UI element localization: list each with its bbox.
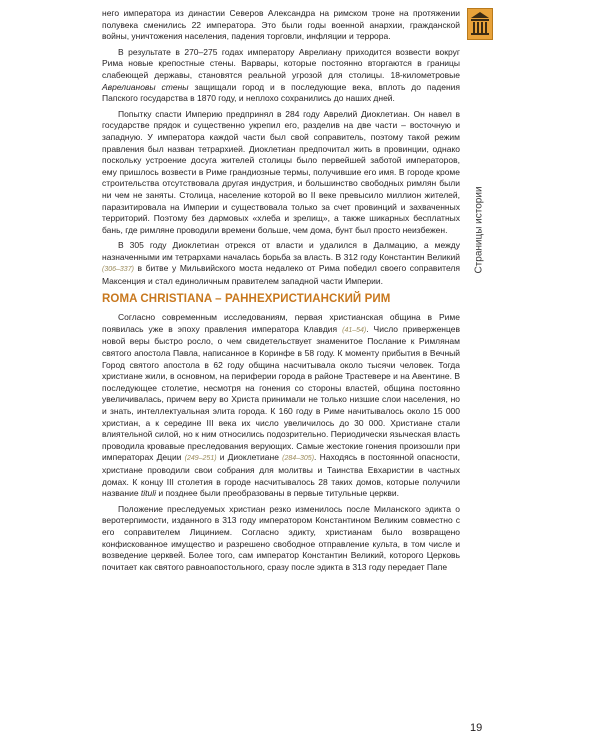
reign-dates: (41–54) <box>342 326 367 334</box>
text-run: и Диоклетиане <box>216 452 283 463</box>
text-run: него императора из династии Северов Александра на римском троне на протяжении полувека сменились 22 императора. Это были годы военной анархии, гражданской войны, уничтожения населения, падения торговли, инфляции и террора. <box>102 8 460 42</box>
reign-dates: (284–305) <box>282 455 315 463</box>
paragraph <box>102 312 460 500</box>
paragraph <box>102 504 460 574</box>
pediment-ornament-icon <box>467 8 493 40</box>
paragraph <box>102 240 460 287</box>
paragraph <box>102 47 460 105</box>
text-run: защищали город и в последующие века, вплоть до падения Папского государства в 1870 году, и неплохо сохранились до наших дней. <box>102 81 460 104</box>
text-run: и позднее были преобразованы в первые титульные церкви. <box>156 488 400 499</box>
section-heading: ROMA CHRISTIANA – РАННЕХРИСТИАНСКИЙ РИМ <box>102 292 391 305</box>
paragraph <box>102 109 460 237</box>
paragraphs-after-heading <box>102 312 460 573</box>
paragraphs-before-heading <box>102 8 460 288</box>
reign-dates: (249–251) <box>184 455 217 463</box>
italic-term: tituli <box>140 488 157 499</box>
italic-term: Аврелиановы стены <box>102 81 189 92</box>
text-run: в битве у Мильвийского моста недалеко от Рима победил своего соправителя Максенция и стал единоличным правителем западной части Империи. <box>102 263 460 287</box>
text-run: . Число приверженцев новой веры быстро росло, о чем свидетельствует знаменитое Послание к Римлянам святого апостола Павла, написанное в Коринфе в 58 году. К моменту прибытия в Вечный Город святого апостола в 62 году община насчитывала около тысячи человек. Тогда христиане жили, в основном, на периферии города в районе Трастевере и на Авентине. В последующее столетие, несмотря на гонения со стороны властей, община постоянно увеличивалась, причем веру во Христа принимали не только низшие слои населения, но и знать, интеллектуальная элита города. К 160 году в Риме начитывалось около 15 000 христиан, а к середине III века их число увеличилось до 30 000. Христиане стали влиятельной силой, но к ним относились подозрительно. Периодически языческая власть проводила кровавые преследования верующих. Самые жестокие гонения произошли при императорах Деции <box>102 323 461 463</box>
text-run: В результате в 270–275 годах императору Аврелиану приходится возвести вокруг Рима новые крепостные стены. Варвары, которые постоянно вторгаются в границы слабеющей державы, становятся реальной угрозой для столицы. 18-километровые <box>102 46 460 80</box>
text-run: Положение преследуемых христиан резко изменилось после Миланского эдикта о веротерпимости, изданного в 313 году императором Константином Великим совместно с его соправителем Лицинием. Согласно эдикту, христианам было возвращено конфискованное имущество и разрешено свободное отправление культа, в том числе и возведение церквей. Более того, сам император Константин Великий, которого Церковь почитает как святого равноапостольного, сразу после эдикта в 313 году передает Папе <box>102 503 460 572</box>
reign-dates: (306–337) <box>102 266 134 274</box>
article-body <box>102 8 460 577</box>
text-run: В 305 году Диоклетиан отрекся от власти и удалился в Далмацию, а между назначенными им тетрархами началась борьба за власть. В 312 году Константин Великий <box>102 240 460 262</box>
section-tab-label: Страницы истории <box>473 186 485 274</box>
page-number: 19 <box>470 722 483 734</box>
paragraph <box>102 8 460 43</box>
text-run: . Находясь в постоянной опасности, христиане проводили свои собрания для молитвы и Таинства Евхаристии в частных домах. К концу III столетия в городе насчитывалось 28 таких домов, которые получили название <box>102 452 460 499</box>
text-run: Согласно современным исследованиям, первая христианская община в Риме появилась уже в эпоху правления императора Клавдия <box>102 312 460 334</box>
text-run: Попытку спасти Империю предпринял в 284 году Аврелий Диоклетиан. Он навел в государстве прядок и существенно укрепил его, разделив на две части – восточную и западную. У императора каждой части был свой соправитель, поэтому такой режим правления был назван тетрархией. Диоклетиан предпочитал жить в провинции, однако поскольку устроение досуга жителей столицы было первейшей заботой императоров, ему пришлось возвести в Риме грандиозные термы, получившие его имя. В городе кроме строительства отсутствовала другая индустрия, и большинство свободных римлян были ни чем не заняты. Столица, население которой во II веке превысило миллион жителей, паразитировала на Империи и существовала только за счет провинций и захваченных территорий. Поэтому без дармовых «хлеба и зрелищ», а также шикарных бесплатных бань, где римляне проводили времени больше, чем дома, бунт был просто неизбежен. <box>102 108 460 235</box>
